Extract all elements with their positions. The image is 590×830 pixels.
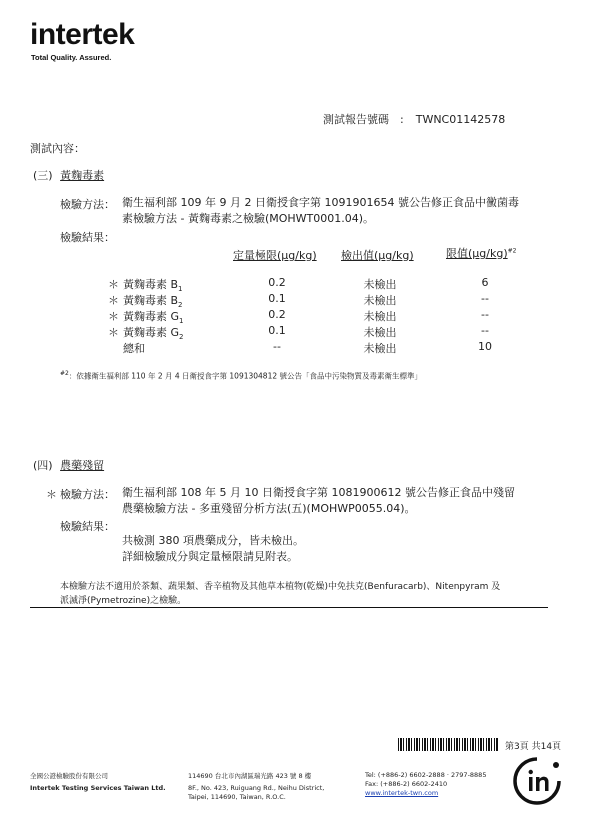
section4-note-line1: 本檢驗方法不適用於茶類、蔬果類、香辛植物及其他草本植物(乾燥)中免扶克(Benfuracarb)、Nitenpyram 及 — [60, 582, 501, 592]
row-name — [123, 340, 145, 357]
footer-company-en: Intertek Testing Services Taiwan Ltd. — [30, 784, 166, 792]
footer-tel: Tel: (+886-2) 6602-2888 · 2797-8885 — [365, 771, 487, 779]
footer-fax: Fax: (+886-2) 6602-2410 — [365, 780, 448, 788]
section4-note — [60, 580, 550, 608]
row-detect: 未檢出 — [363, 278, 397, 291]
column-header-detect: 檢出值(μg/kg) — [341, 249, 414, 262]
section4-title: 農藥殘留 — [60, 459, 105, 472]
row-name-text: 黃麴毒素 G — [123, 326, 180, 339]
table-row — [0, 292, 590, 308]
row-mark: ＊ — [108, 278, 119, 291]
footer-website-link[interactable]: www.intertek-twn.com — [365, 789, 439, 797]
row-name — [123, 292, 183, 309]
footer-address-en1: 8F., No. 423, Ruiguang Rd., Neihu District, — [188, 784, 325, 792]
section4-index: (四) — [33, 459, 53, 472]
report-number-value: TWNC01142578 — [415, 113, 506, 126]
row-name-sub: 2 — [179, 333, 184, 342]
table-row — [0, 276, 590, 292]
section4-note-line2: 派滅淨(Pymetrozine)之檢驗。 — [60, 596, 187, 606]
section3-footnote — [60, 370, 560, 382]
section4-result-line1: 共檢測 380 項農藥成分，皆未檢出。 — [122, 534, 304, 547]
table-row — [0, 340, 590, 356]
column-header-loq: 定量極限(μg/kg) — [233, 249, 317, 262]
row-limit: -- — [481, 324, 489, 337]
section4-result-line2: 詳細檢驗成分與定量極限請見附表。 — [122, 550, 298, 563]
row-detect: 未檢出 — [363, 294, 397, 307]
row-mark: ＊ — [108, 294, 119, 307]
section3-method-label: 檢驗方法： — [60, 198, 115, 211]
row-loq: 0.1 — [268, 324, 286, 337]
row-loq: 0.2 — [268, 308, 286, 321]
footnote-mark: #2 — [60, 370, 69, 377]
page-indicator: 第3頁 共14頁 — [505, 742, 562, 752]
row-name — [123, 324, 184, 341]
row-mark: ＊ — [108, 326, 119, 339]
section3-method-text — [122, 195, 542, 227]
footer-address-en2: Taipei, 114690, Taiwan, R.O.C. — [188, 793, 286, 801]
row-name-text: 總和 — [123, 342, 145, 355]
row-limit: 10 — [478, 340, 492, 353]
section3-title: 黃麴毒素 — [60, 169, 105, 182]
row-detect: 未檢出 — [363, 342, 397, 355]
section4-result-label: 檢驗結果： — [60, 520, 115, 533]
footer-address — [188, 772, 324, 802]
row-limit: -- — [481, 292, 489, 305]
footer-contact — [365, 771, 486, 798]
row-limit: 6 — [481, 276, 489, 289]
row-name-text: 黃麴毒素 B — [123, 278, 179, 291]
row-name-sub: 1 — [178, 285, 183, 294]
section3-result-label: 檢驗結果： — [60, 231, 115, 244]
footer-address-cn: 114690 台北市內湖區瑞光路 423 號 8 樓 — [188, 772, 312, 780]
report-number-label: 測試報告號碼 : — [323, 113, 404, 126]
footnote-text: ：依據衛生福利部 110 年 2 月 4 日衛授食字第 1091304812 號公告「食品中污染物質及毒素衛生標準」 — [68, 371, 423, 381]
footer-company-cn: 全國公證檢驗股份有限公司 — [30, 772, 108, 780]
section-divider — [30, 607, 548, 608]
row-detect: 未檢出 — [363, 310, 397, 323]
section3-method-line2: 素檢驗方法 - 黃麴毒素之檢驗(MOHWT0001.04)。 — [122, 212, 375, 225]
row-loq: 0.1 — [268, 292, 286, 305]
row-name — [123, 308, 184, 325]
table-row — [0, 324, 590, 340]
footer-company — [30, 772, 166, 793]
intertek-logo: intertek — [30, 18, 135, 51]
section4-method-line1: 衛生福利部 108 年 5 月 10 日衛授食字第 1081900612 號公告修正食品中殘留 — [122, 486, 515, 499]
section3-heading — [33, 167, 104, 183]
test-content-label: 測試內容： — [30, 142, 85, 155]
column-header-limit — [446, 245, 516, 261]
row-limit: -- — [481, 308, 489, 321]
section4-method-label: 檢驗方法： — [60, 488, 115, 501]
section4-result-text — [122, 533, 522, 565]
barcode — [398, 738, 498, 751]
section4-method-line2: 農藥檢驗方法 - 多重殘留分析方法(五)(MOHWP0055.04)。 — [122, 502, 416, 515]
row-loq: -- — [273, 340, 281, 353]
row-detect: 未檢出 — [363, 326, 397, 339]
row-loq: 0.2 — [268, 276, 286, 289]
row-name-text: 黃麴毒素 G — [123, 310, 180, 323]
row-name — [123, 276, 183, 293]
row-mark: ＊ — [108, 310, 119, 323]
section4-method-text — [122, 485, 542, 517]
section4-heading — [33, 457, 104, 473]
report-number — [323, 111, 505, 127]
section3-index: (三) — [33, 169, 53, 182]
section4-method-mark: ＊ — [46, 488, 57, 501]
section3-method-line1: 衛生福利部 109 年 9 月 2 日衛授食字第 1091901654 號公告修正食品中黴菌毒 — [122, 196, 519, 209]
row-name-sub: 2 — [178, 301, 183, 310]
column-header-limit-text: 限值(μg/kg) — [446, 247, 508, 260]
row-name-sub: 1 — [179, 317, 184, 326]
table-row — [0, 308, 590, 324]
row-name-text: 黃麴毒素 B — [123, 294, 179, 307]
intertek-badge-icon — [512, 756, 562, 806]
logo-tagline: Total Quality. Assured. — [31, 53, 112, 62]
column-header-limit-note: #2 — [507, 247, 517, 255]
